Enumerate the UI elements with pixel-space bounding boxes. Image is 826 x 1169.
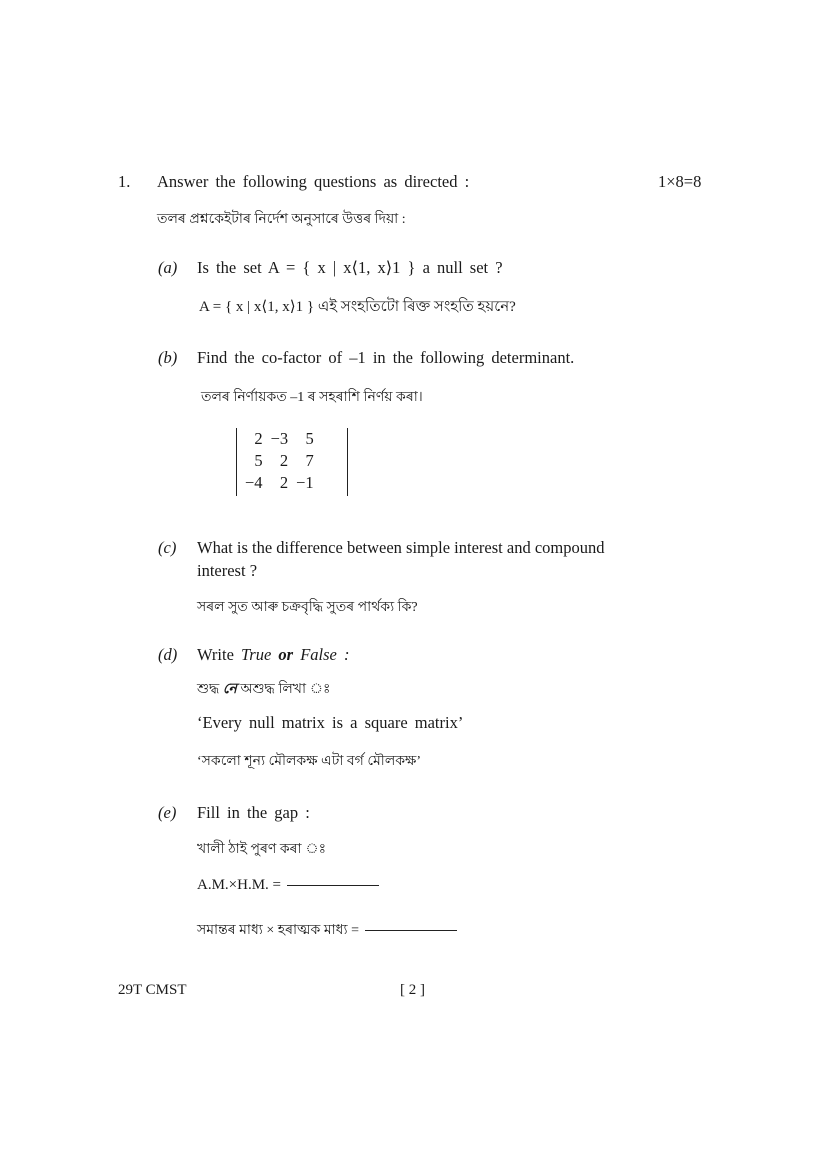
true-text: True [241, 645, 279, 664]
part-c-text-assamese: সৰল সুত আৰু চক্ৰবৃদ্ধি সুতৰ পাৰ্থক্য কি? [197, 600, 418, 615]
false-text: False : [293, 645, 350, 664]
part-b-text-assamese: তলৰ নিৰ্ণায়কত –1 ৰ সহৰাশি নিৰ্ণয় কৰা। [201, 390, 423, 405]
matrix-cell: 5 [254, 451, 263, 470]
part-d-label: (d) [158, 645, 178, 664]
matrix-row [241, 450, 318, 472]
part-e-text-assamese: খালী ঠাই পুৰণ কৰা ঃ [197, 842, 327, 857]
footer-code: 29T CMST [118, 982, 187, 998]
part-b-text: Find the co-factor of –1 in the following determinant. [197, 348, 575, 367]
matrix-row [241, 472, 318, 494]
matrix-cell: −4 [245, 473, 263, 492]
part-e-formula [197, 877, 379, 894]
matrix-cell: 2 [279, 473, 289, 492]
question-marks: 1×8=8 [658, 172, 702, 191]
question-title-assamese: তলৰ প্ৰশ্নকেইটাৰ নিৰ্দেশ অনুসাৰে উত্তৰ দিয়া : [157, 212, 406, 227]
part-e-formula-assamese [197, 918, 457, 942]
part-a-label: (a) [158, 258, 178, 277]
matrix-row [241, 428, 318, 450]
answer-blank-assamese [365, 930, 457, 931]
page-number: [ 2 ] [400, 982, 425, 998]
part-e-label: (e) [158, 803, 177, 822]
matrix-cell: 2 [279, 451, 289, 470]
determinant [236, 428, 348, 496]
or-text: or [278, 645, 294, 664]
part-b-label: (b) [158, 348, 178, 367]
matrix-cell: −3 [270, 429, 289, 448]
part-c-text-line2: interest ? [197, 561, 258, 580]
part-c-label: (c) [158, 538, 177, 557]
matrix-cell: −1 [296, 473, 314, 492]
matrix-cell: 2 [254, 429, 263, 448]
part-d-text [197, 645, 350, 665]
matrix-cell: 5 [305, 429, 314, 448]
part-c-text-line1: What is the difference between simple interest and compound [197, 538, 605, 557]
part-a-text: Is the set A = { x | x⟨1, x⟩1 } a null set ? [197, 258, 503, 277]
question-title: Answer the following questions as directed : [157, 172, 470, 191]
formula-as-text: সমান্তৰ মাধ্য × হৰাত্মক মাধ্য = [197, 923, 359, 938]
part-d-statement-assamese: ‘সকলো শূন্য মৌলকক্ষ এটা বৰ্গ মৌলকক্ষ’ [197, 754, 422, 769]
answer-blank [287, 885, 379, 886]
matrix-cell: 7 [305, 451, 314, 470]
part-d-text-assamese [197, 677, 330, 701]
question-number: 1. [118, 172, 131, 191]
formula-text: A.M.×H.M. = [197, 877, 282, 893]
part-d-statement: ‘Every null matrix is a square matrix’ [197, 713, 464, 732]
part-a-text-assamese: A = { x | x⟨1, x⟩1 } এই সংহতিটো ৰিক্ত সংহতি হয়নে? [199, 299, 516, 315]
false-as: অশুদ্ধ লিখা ঃ [236, 682, 331, 697]
part-e-text: Fill in the gap : [197, 803, 310, 822]
or-as: নে [222, 682, 237, 697]
true-as: শুদ্ধ [197, 682, 223, 697]
write-text: Write [197, 645, 242, 664]
